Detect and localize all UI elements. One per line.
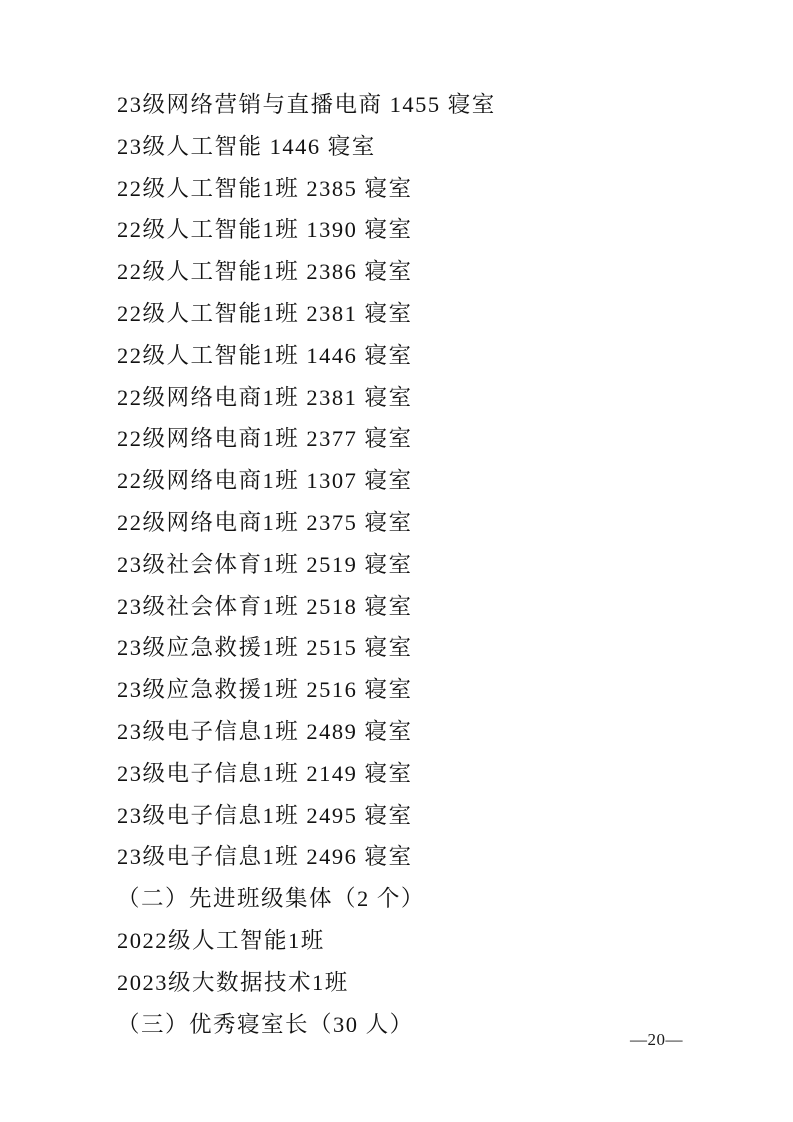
dorm-line: 23级应急救援1班 2515 寝室 (117, 635, 413, 661)
document-body (117, 84, 733, 1045)
dorm-line: 22级人工智能1班 2385 寝室 (117, 175, 413, 201)
dorm-line: 22级网络电商1班 2381 寝室 (117, 384, 413, 410)
dorm-line: 22级人工智能1班 2381 寝室 (117, 300, 413, 326)
dorm-line: 22级网络电商1班 2375 寝室 (117, 509, 413, 535)
class-line: 2022级人工智能1班 (117, 927, 325, 953)
dorm-line: 23级社会体育1班 2519 寝室 (117, 551, 413, 577)
dorm-line: 22级人工智能1班 1390 寝室 (117, 217, 413, 243)
dorm-line: 22级人工智能1班 2386 寝室 (117, 259, 413, 285)
dorm-line: 23级应急救援1班 2516 寝室 (117, 677, 413, 703)
class-line: 2023级大数据技术1班 (117, 969, 349, 995)
dorm-line: 23级电子信息1班 2495 寝室 (117, 802, 413, 828)
dorm-line: 22级人工智能1班 1446 寝室 (117, 342, 413, 368)
dorm-line: 22级网络电商1班 1307 寝室 (117, 468, 413, 494)
page-number: —20— (630, 1030, 683, 1049)
dorm-line: 23级社会体育1班 2518 寝室 (117, 593, 413, 619)
dorm-line: 22级网络电商1班 2377 寝室 (117, 426, 413, 452)
dorm-line: 23级网络营销与直播电商 1455 寝室 (117, 92, 496, 117)
section-heading: （三）优秀寝室长（30 人） (117, 1011, 414, 1037)
dorm-line: 23级电子信息1班 2489 寝室 (117, 718, 413, 744)
dorm-line: 23级人工智能 1446 寝室 (117, 133, 376, 159)
dorm-line: 23级电子信息1班 2496 寝室 (117, 844, 413, 870)
section-heading: （二）先进班级集体（2 个） (117, 886, 425, 912)
dorm-line: 23级电子信息1班 2149 寝室 (117, 760, 413, 786)
